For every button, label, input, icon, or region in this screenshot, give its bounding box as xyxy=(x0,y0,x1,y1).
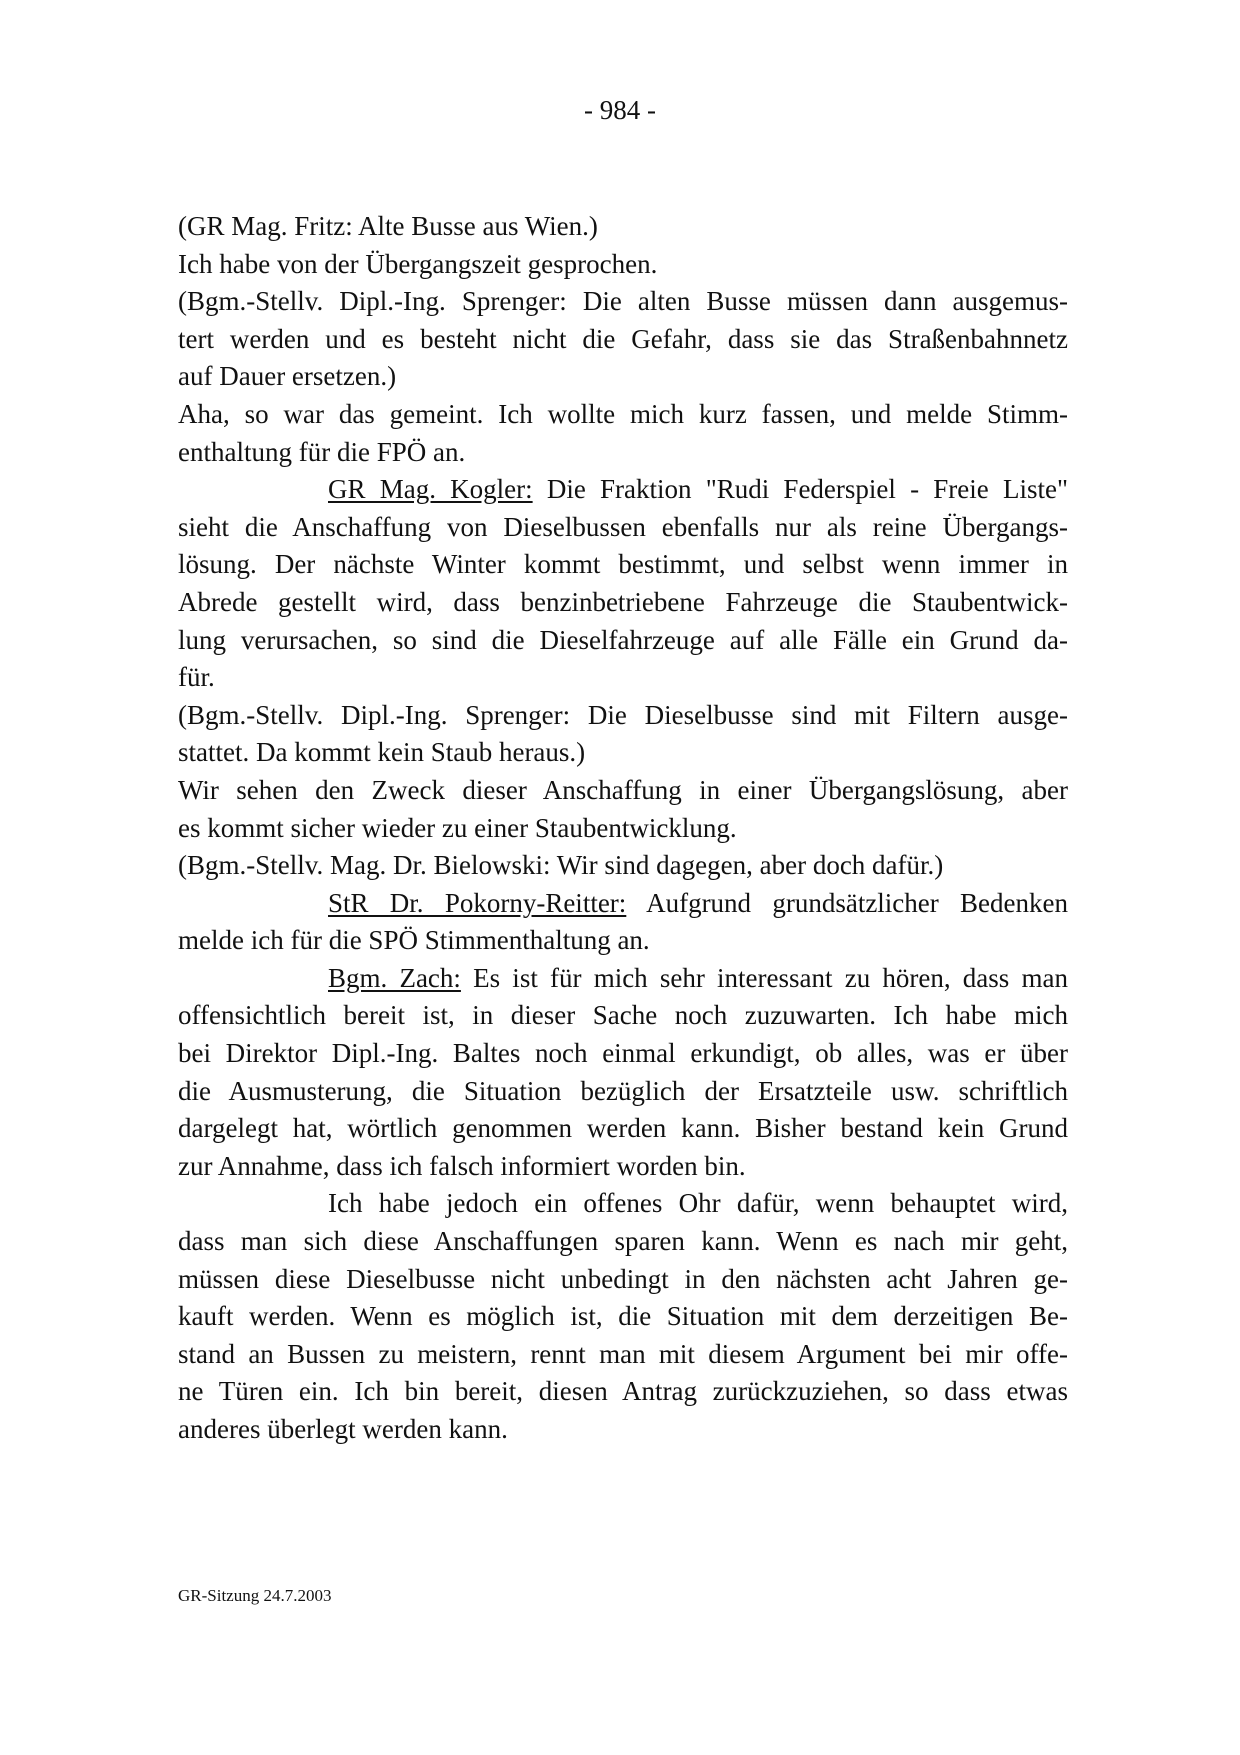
line-text: bei Direktor Dipl.-Ing. Baltes noch einmal erkundigt, ob alles, was er über xyxy=(178,1038,1068,1069)
line-text: (Bgm.-Stellv. Dipl.-Ing. Sprenger: Die Dieselbusse sind mit Filtern ausge- xyxy=(178,699,1068,730)
text-line xyxy=(178,321,1068,359)
speaker-name: Bgm. Zach: xyxy=(328,962,461,993)
speaker-name: GR Mag. Kogler: xyxy=(328,474,533,505)
line-text: Aufgrund grundsätzlicher Bedenken xyxy=(626,887,1068,918)
text-line xyxy=(178,1298,1068,1336)
line-text: für. xyxy=(178,662,215,693)
line-text: enthaltung für die FPÖ an. xyxy=(178,436,466,467)
line-text: zur Annahme, dass ich falsch informiert worden bin. xyxy=(178,1150,746,1181)
page-number: - 984 - xyxy=(584,95,656,125)
text-line xyxy=(178,772,1068,810)
text-line xyxy=(178,546,1068,584)
line-text: dargelegt hat, wörtlich genommen werden kann. Bisher bestand kein Grund xyxy=(178,1113,1068,1144)
text-line xyxy=(178,1336,1068,1374)
text-line xyxy=(178,1035,1068,1073)
line-text: anderes überlegt werden kann. xyxy=(178,1414,508,1444)
text-line xyxy=(178,283,1068,321)
line-text: (Bgm.-Stellv. Dipl.-Ing. Sprenger: Die alten Busse müssen dann ausgemus- xyxy=(178,286,1068,317)
line-text: Ich habe von der Übergangszeit gesprochen. xyxy=(178,248,658,279)
line-text: die Ausmusterung, die Situation bezüglich der Ersatzteile usw. schriftlich xyxy=(178,1075,1068,1106)
line-text: müssen diese Dieselbusse nicht unbedingt in den nächsten acht Jahren ge- xyxy=(178,1263,1068,1294)
text-line xyxy=(178,509,1068,547)
line-text: Wir sehen den Zweck dieser Anschaffung in einer Übergangslösung, aber xyxy=(178,774,1068,805)
text-line xyxy=(178,246,1068,284)
text-line xyxy=(178,810,1068,848)
text-line xyxy=(178,1223,1068,1261)
line-text: kauft werden. Wenn es möglich ist, die Situation mit dem derzeitigen Be- xyxy=(178,1301,1068,1332)
line-text: es kommt sicher wieder zu einer Staubentwicklung. xyxy=(178,812,737,843)
speaker-line xyxy=(178,471,1068,509)
line-text: Abrede gestellt wird, dass benzinbetriebene Fahrzeuge die Staubentwick- xyxy=(178,586,1068,617)
speaker-line xyxy=(178,885,1068,923)
text-line xyxy=(178,434,1068,472)
speaker-name: StR Dr. Pokorny-Reitter: xyxy=(328,887,627,918)
text-line xyxy=(178,847,1068,885)
line-text: lung verursachen, so sind die Dieselfahrzeuge auf alle Fälle ein Grund da- xyxy=(178,624,1068,655)
line-text: lösung. Der nächste Winter kommt bestimmt, und selbst wenn immer in xyxy=(178,549,1068,580)
text-line xyxy=(178,1261,1068,1299)
line-text: Aha, so war das gemeint. Ich wollte mich kurz fassen, und melde Stimm- xyxy=(178,398,1068,429)
line-text: auf Dauer ersetzen.) xyxy=(178,361,397,392)
line-text: stattet. Da kommt kein Staub heraus.) xyxy=(178,737,586,768)
line-text: ne Türen ein. Ich bin bereit, diesen Antrag zurückzuziehen, so dass etwas xyxy=(178,1376,1068,1407)
text-line xyxy=(178,1373,1068,1411)
line-text: offensichtlich bereit ist, in dieser Sache noch zuzuwarten. Ich habe mich xyxy=(178,1000,1068,1031)
text-line xyxy=(178,997,1068,1035)
text-line xyxy=(178,734,1068,772)
text-line xyxy=(178,358,1068,396)
speaker-line xyxy=(178,960,1068,998)
text-line xyxy=(178,1148,1068,1186)
line-text: melde ich für die SPÖ Stimmenthaltung an. xyxy=(178,925,650,956)
text-line xyxy=(178,622,1068,660)
document-body xyxy=(178,208,1068,1449)
text-line xyxy=(178,1185,1068,1223)
text-line xyxy=(178,1110,1068,1148)
text-line xyxy=(178,697,1068,735)
line-text: dass man sich diese Anschaffungen sparen kann. Wenn es nach mir geht, xyxy=(178,1226,1068,1257)
text-line xyxy=(178,584,1068,622)
line-text: (GR Mag. Fritz: Alte Busse aus Wien.) xyxy=(178,211,598,241)
line-text: Die Fraktion "Rudi Federspiel - Freie Liste" xyxy=(532,474,1068,505)
line-text: (Bgm.-Stellv. Mag. Dr. Bielowski: Wir sind dagegen, aber doch dafür.) xyxy=(178,850,944,881)
line-text: Ich habe jedoch ein offenes Ohr dafür, wenn behauptet wird, xyxy=(328,1188,1068,1219)
text-line xyxy=(178,922,1068,960)
footer-session-date: GR-Sitzung 24.7.2003 xyxy=(178,1586,332,1605)
text-line xyxy=(178,1073,1068,1111)
text-line xyxy=(178,208,1068,246)
text-line xyxy=(178,1411,1068,1449)
line-text: Es ist für mich sehr interessant zu hören, dass man xyxy=(460,962,1068,993)
text-line xyxy=(178,396,1068,434)
line-text: tert werden und es besteht nicht die Gefahr, dass sie das Straßenbahnnetz xyxy=(178,323,1068,354)
line-text: stand an Bussen zu meistern, rennt man mit diesem Argument bei mir offe- xyxy=(178,1338,1068,1369)
line-text: sieht die Anschaffung von Dieselbussen ebenfalls nur als reine Übergangs- xyxy=(178,511,1068,542)
text-line xyxy=(178,659,1068,697)
